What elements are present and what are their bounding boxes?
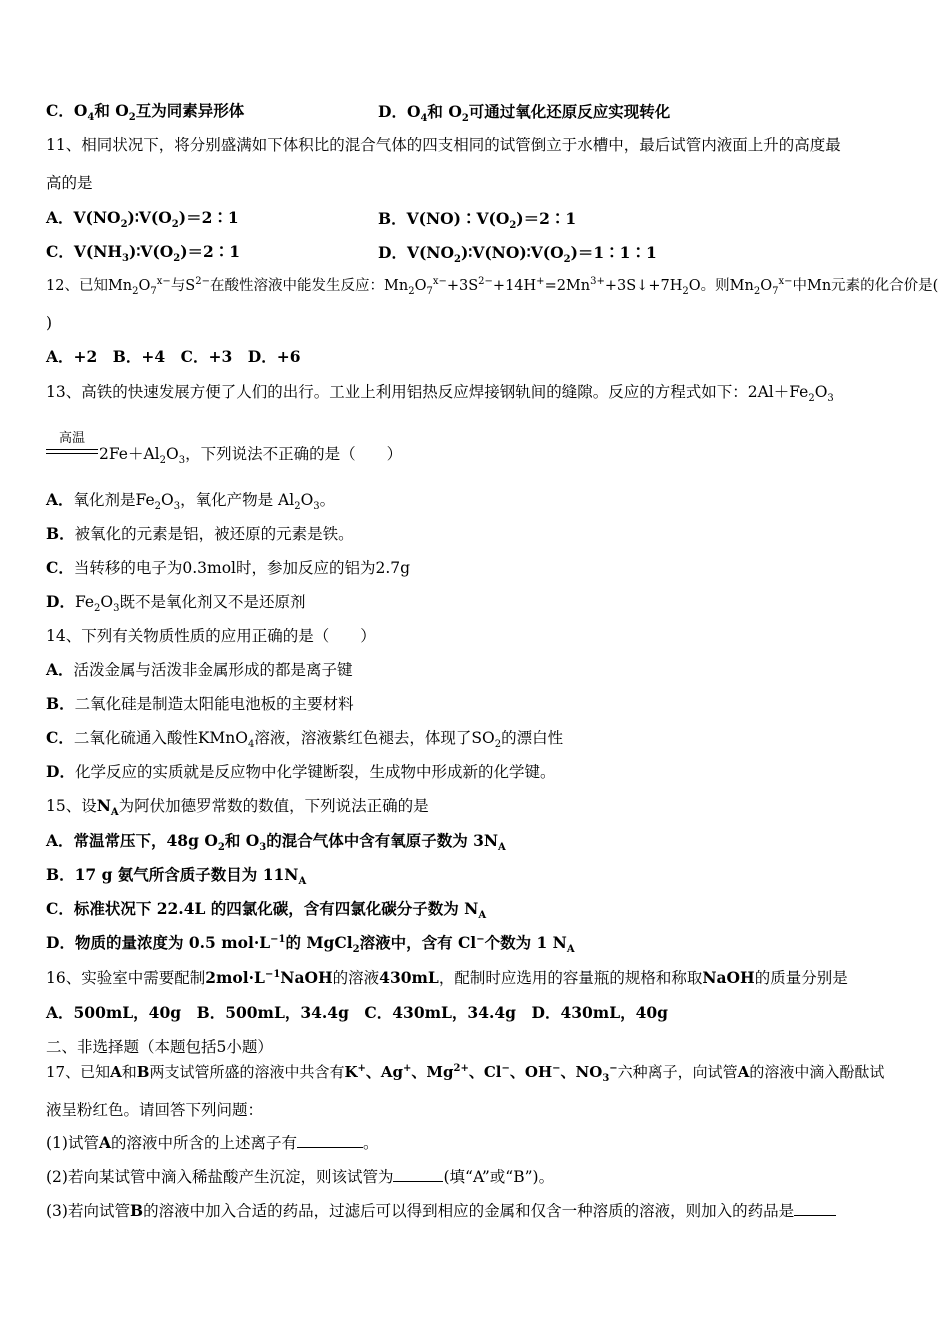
- q11-stem-line1: 11、相同状况下，将分别盛满如下体积比的混合气体的四支相同的试管倒立于水槽中，最后试管内液面上升的高度最: [46, 136, 841, 154]
- answer-blank[interactable]: [297, 1133, 363, 1148]
- q14-option-c: C．二氧化硫通入酸性KMnO$_4$溶液，溶液紫红色褪去，体现了$SO_2$的漂白性: [46, 728, 564, 751]
- q13-option-c: C．当转移的电子为0.3mol时，参加反应的铝为2.7g: [46, 558, 411, 577]
- q17-part3: (3)若向试管B的溶液中加入合适的药品，过滤后可以得到相应的金属和仅含一种溶质的溶液，则加入的药品是: [46, 1200, 836, 1222]
- q15-option-b: B．17 g 氨气所含质子数目为 $11N_A$: [46, 865, 307, 888]
- q10-option-d: D．$O_4$和 $O_2$可通过氧化还原反应实现转化: [378, 102, 671, 125]
- q11-option-b: B．$V(NO)∶V(O_2)=2∶1$: [378, 209, 577, 232]
- q16-options: A．500mL，40g B．500mL，34.4g C．430mL，34.4g D．430mL，40g: [46, 1003, 669, 1022]
- q16-stem: 16、实验室中需要配制$2mol\cdot L^{-1}NaOH$的溶液430mL，配制时应选用的容量瓶的规格和称取NaOH的质量分别是: [46, 968, 848, 987]
- q13-stem-line2: $2Fe+Al_2O_3$，下列说法不正确的是（ ）: [99, 445, 403, 467]
- reaction-condition-high-temp: [46, 432, 98, 454]
- q17-stem-line1: 17、已知A和B两支试管所盛的溶液中共含有K+、Ag+、$Mg^{2+}$、Cl−、OH−、$NO_3^-$六种离子，向试管A的溶液中滴入酚酞试: [46, 1063, 885, 1084]
- q15-option-c: C．标准状况下 22.4L 的四氯化碳，含有四氯化碳分子数为 $N_A$: [46, 899, 487, 922]
- q12-options: A．+2 B．+4 C．+3 D．+6: [46, 347, 301, 366]
- q11-stem-line2: 高的是: [46, 174, 93, 192]
- q14-option-a: A．活泼金属与活泼非金属形成的都是离子键: [46, 660, 353, 679]
- q13-option-b: B．被氧化的元素是铝，被还原的元素是铁。: [46, 524, 354, 543]
- q17-part2: (2)若向某试管中滴入稀盐酸产生沉淀，则该试管为 (填“A”或“B”)。: [46, 1168, 555, 1186]
- section-title: 二、非选择题（本题包括5小题）: [46, 1038, 273, 1056]
- q14-option-b: B．二氧化硅是制造太阳能电池板的主要材料: [46, 694, 354, 713]
- answer-blank[interactable]: [794, 1201, 836, 1216]
- double-bond-equals-sign: [46, 449, 98, 454]
- q11-option-a: A．$V(NO_2)∶V(O_2)=2∶1$: [46, 208, 239, 231]
- q11-option-c: C．$V(NH_3)∶V(O_2)=2∶1$: [46, 242, 241, 265]
- q13-stem-line1: 13、高铁的快速发展方便了人们的出行。工业上利用铝热反应焊接钢轨间的缝隙。反应的方程式如下：$2Al+Fe_2O_3$: [46, 383, 834, 405]
- q14-stem: 14、下列有关物质性质的应用正确的是（ ）: [46, 627, 376, 645]
- q12-stem-line2: ): [46, 314, 53, 332]
- q17-stem-line2: 液呈粉红色。请回答下列问题：: [46, 1101, 264, 1119]
- q15-option-d: D．物质的量浓度为 0.5 $mol\cdot L^{-1}$的 MgCl$_2$溶液中，含有 Cl−个数为 1 $N_A$: [46, 933, 575, 956]
- q17-part1: (1)试管A的溶液中所含的上述离子有 。: [46, 1133, 379, 1152]
- answer-blank[interactable]: [393, 1167, 443, 1182]
- q15-stem: 15、设$N_A$为阿伏加德罗常数的数值，下列说法正确的是: [46, 796, 429, 819]
- q13-option-d: D．$Fe_2O_3$既不是氧化剂又不是还原剂: [46, 592, 306, 615]
- q12-stem-line1: 12、已知$Mn_2O_7^{x-}$与$S^{2-}$在酸性溶液中能发生反应：$Mn_2O_7^{x-}+3S^{2-}+14H^+=2Mn^{3+}+3S↓+7H_2O$。则$Mn_2O_7^{x-}$中Mn元素的化合价是(: [46, 276, 939, 297]
- q15-option-a: A．常温常压下，48g $O_2$和 $O_3$的混合气体中含有氧原子数为 $3N_A$: [46, 831, 506, 854]
- condition-label: 高温: [58, 431, 85, 446]
- q11-option-d: D．$V(NO_2)∶V(NO)∶V(O_2)=1∶1∶1$: [378, 243, 657, 266]
- q13-option-a: A．氧化剂是$Fe_2O_3$，氧化产物是 $Al_2O_3$。: [46, 490, 336, 513]
- q10-option-c: C．$O_4$和 $O_2$互为同素异形体: [46, 101, 245, 124]
- q14-option-d: D．化学反应的实质就是反应物中化学键断裂，生成物中形成新的化学键。: [46, 762, 556, 781]
